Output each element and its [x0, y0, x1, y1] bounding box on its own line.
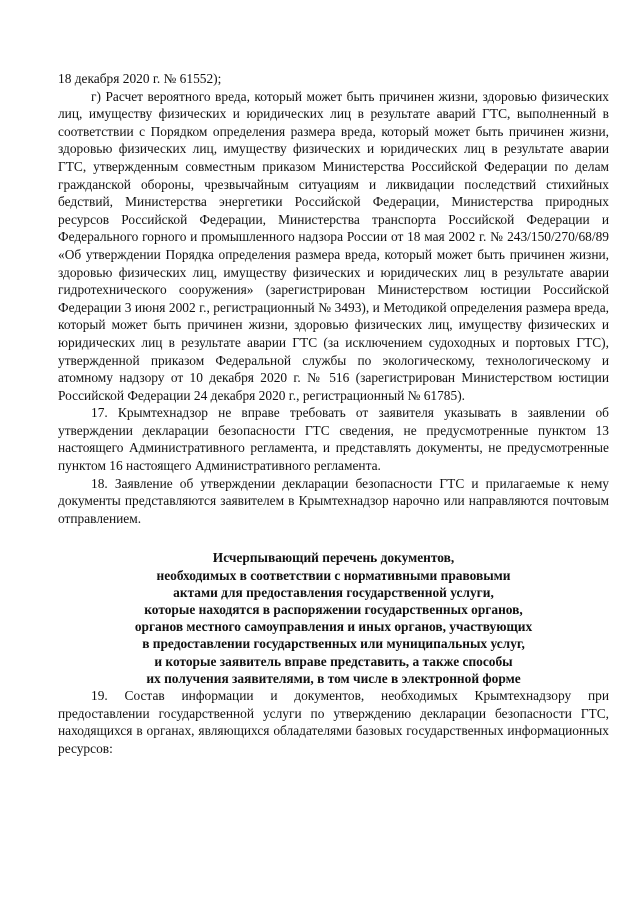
heading-line: и которые заявитель вправе представить, а также способы — [154, 653, 513, 669]
paragraph-g: г) Расчет вероятного вреда, который может быть причинен жизни, здоровью физических лиц, имуществу физических и юридических лиц в результате аварий ГТС, выполненный в соответствии с Порядком определения размера вреда, который может быть причинен жизни, здоровью физических лиц, имуществу физических и юридических лиц в результате аварии ГТС, утвержденным совместным приказом Министерства Российской Федерации по делам гражданской обороны, чрезвычайным ситуациям и ликвидации последствий стихийных бедствий, Министерства энергетики Российской Федерации, Министерства природных ресурсов Российской Федерации, Министерства транспорта Российской Федерации и Федерального горного и промышленного надзора России от 18 мая 2002 г. № 243/150/270/68/89 «Об утверждении Порядка определения размера вреда, который может быть причинен жизни, здоровью физических лиц, имуществу физических и юридических лиц в результате аварии гидротехнического сооружения» (зарегистрирован Министерством юстиции Российской Федерации 3 июня 2002 г., регистрационный № 3493), и Методикой определения размера вреда, который может быть причинен жизни, здоровью физических лиц, имуществу физических и юридических лиц в результате аварии ГТС (за исключением судоходных и портовых ГТС), утвержденной приказом Федеральной службы по экологическому, технологическому и атомному надзору от 10 декабря 2020 г. № 516 (зарегистрирован Министерством юстиции Российской Федерации 24 декабря 2020 г., регистрационный № 61785). — [58, 88, 609, 403]
paragraph-19: 19. Состав информации и документов, необходимых Крымтехнадзору при предоставлении государственной услуги по утверждению декларации безопасности ГТС, находящихся в органах, являющихся обладателями базовых государственных информационных ресурсов: — [58, 688, 609, 756]
heading-line: органов местного самоуправления и иных органов, участвующих — [134, 619, 533, 635]
heading-line: актами для предоставления государственной услуги, — [173, 584, 494, 600]
heading-line: Исчерпывающий перечень документов, — [212, 550, 455, 566]
heading-line: которые находятся в распоряжении государственных органов, — [144, 602, 523, 618]
heading-line: в предоставлении государственных или муниципальных услуг, — [142, 636, 525, 652]
heading-line: необходимых в соответствии с нормативными правовыми — [156, 567, 511, 583]
section-heading — [58, 549, 609, 687]
paragraph-18: 18. Заявление об утверждении декларации безопасности ГТС и прилагаемые к нему документы представляются заявителем в Крымтехнадзор нарочно или направляются почтовым отправлением. — [58, 475, 609, 526]
paragraph-date-line: 18 декабря 2020 г. № 61552); — [58, 71, 222, 86]
document-body — [58, 70, 609, 757]
paragraph-17: 17. Крымтехнадзор не вправе требовать от заявителя указывать в заявлении об утверждении декларации безопасности ГТС сведения, не предусмотренные пунктом 13 настоящего Административного регламента, и представлять документы, не предусмотренные пунктом 16 настоящего Административного регламента. — [58, 405, 609, 474]
heading-line: их получения заявителями, в том числе в электронной форме — [146, 670, 521, 686]
